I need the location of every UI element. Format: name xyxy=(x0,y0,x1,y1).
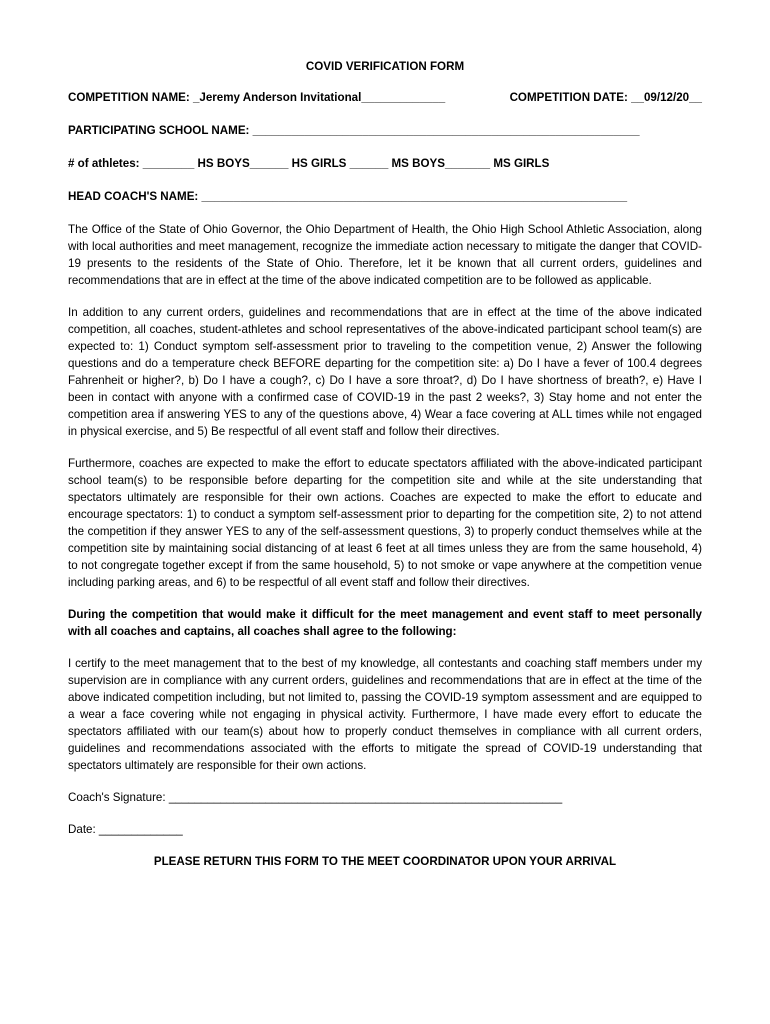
requirements-paragraph: In addition to any current orders, guidelines and recommendations that are in effect at the time of the above indicated competition, all coaches, student-athletes and school representatives of the above-indicated participant school team(s) are expected to: 1) Conduct symptom self-assessment prior to traveling to the competition venue, 2) Answer the following questions and do a temperature check BEFORE departing for the competition site: a) Do I have a fever of 100.4 degrees Fahrenheit or higher?, b) Do I have a cough?, c) Do I have a sore throat?, d) Do I have shortness of breath?, e) Have I been in contact with anyone with a confirmed case of COVID-19 in the past 2 weeks?, 3) Stay home and not enter the competition area if answering YES to any of the questions above, 4) Wear a face covering at ALL times while not engaged in physical exercise, and 5) Be respectful of all event staff and follow their directives. xyxy=(68,306,702,438)
coach-signature-field[interactable]: Coach's Signature: _____________________________________________________________ xyxy=(68,791,563,804)
intro-paragraph: The Office of the State of Ohio Governor, the Ohio Department of Health, the Ohio High School Athletic Association, along with local authorities and meet management, recognize the immediate action necessary to mitigate the danger that COVID-19 presents to the residents of the State of Ohio. Therefore, let it be known that all current orders, guidelines and recommendations that are in effect at the time of the above indicated competition are to be followed as applicable. xyxy=(68,223,702,287)
spectators-paragraph: Furthermore, coaches are expected to make the effort to educate spectators affiliated with the above-indicated participant school team(s) to be responsible before departing for the competition site and while at the site understanding that spectators ultimately are responsible for their own actions. Coaches are expected to make the effort to educate and encourage spectators: 1) to conduct a symptom self-assessment prior to departing for the competition site, 2) to not attend the competition if they answer YES to any of the self-assessment questions, 3) to properly conduct themselves while at the competition site by maintaining social distancing of at least 6 feet at all times unless they are from the same household, 4) to not congregate together except if from the same household, 5) to not smoke or vape anywhere at the competition venue including parking areas, and 6) to be respectful of all event staff and follow their directives. xyxy=(68,457,702,589)
school-name-field[interactable]: PARTICIPATING SCHOOL NAME: ____________________________________________________________ xyxy=(68,124,640,137)
competition-name-field[interactable]: COMPETITION NAME: _Jeremy Anderson Invitational_____________ xyxy=(68,91,446,104)
agreement-heading: During the competition that would make it difficult for the meet management and event staff to meet personally with all coaches and captains, all coaches shall agree to the following: xyxy=(68,608,702,638)
form-title: COVID VERIFICATION FORM xyxy=(305,60,465,73)
athletes-count-field[interactable]: # of athletes: ________ HS BOYS______ HS GIRLS ______ MS BOYS_______ MS GIRLS xyxy=(68,157,550,170)
return-instruction: PLEASE RETURN THIS FORM TO THE MEET COORDINATOR UPON YOUR ARRIVAL xyxy=(153,855,617,868)
competition-date-field[interactable]: COMPETITION DATE: __09/12/20__ xyxy=(509,91,702,104)
head-coach-name-field[interactable]: HEAD COACH'S NAME: __________________________________________________________________ xyxy=(68,190,628,203)
date-field[interactable]: Date: _____________ xyxy=(68,823,183,836)
certification-paragraph: I certify to the meet management that to the best of my knowledge, all contestants and coaching staff members under my supervision are in compliance with any current orders, guidelines and recommendations that are in effect at the time of the above indicated competition including, but not limited to, passing the COVID-19 symptom assessment and are equipped to a wear a face covering while not engaging in physical activity. Furthermore, I have made every effort to educate the spectators affiliated with our team(s) about how to properly conduct themselves in compliance with all current orders, guidelines and recommendations associated with the efforts to mitigate the spread of COVID-19 understanding that spectators ultimately are responsible for their own actions. xyxy=(68,657,702,772)
competition-row xyxy=(68,89,702,106)
document-page xyxy=(68,58,702,870)
